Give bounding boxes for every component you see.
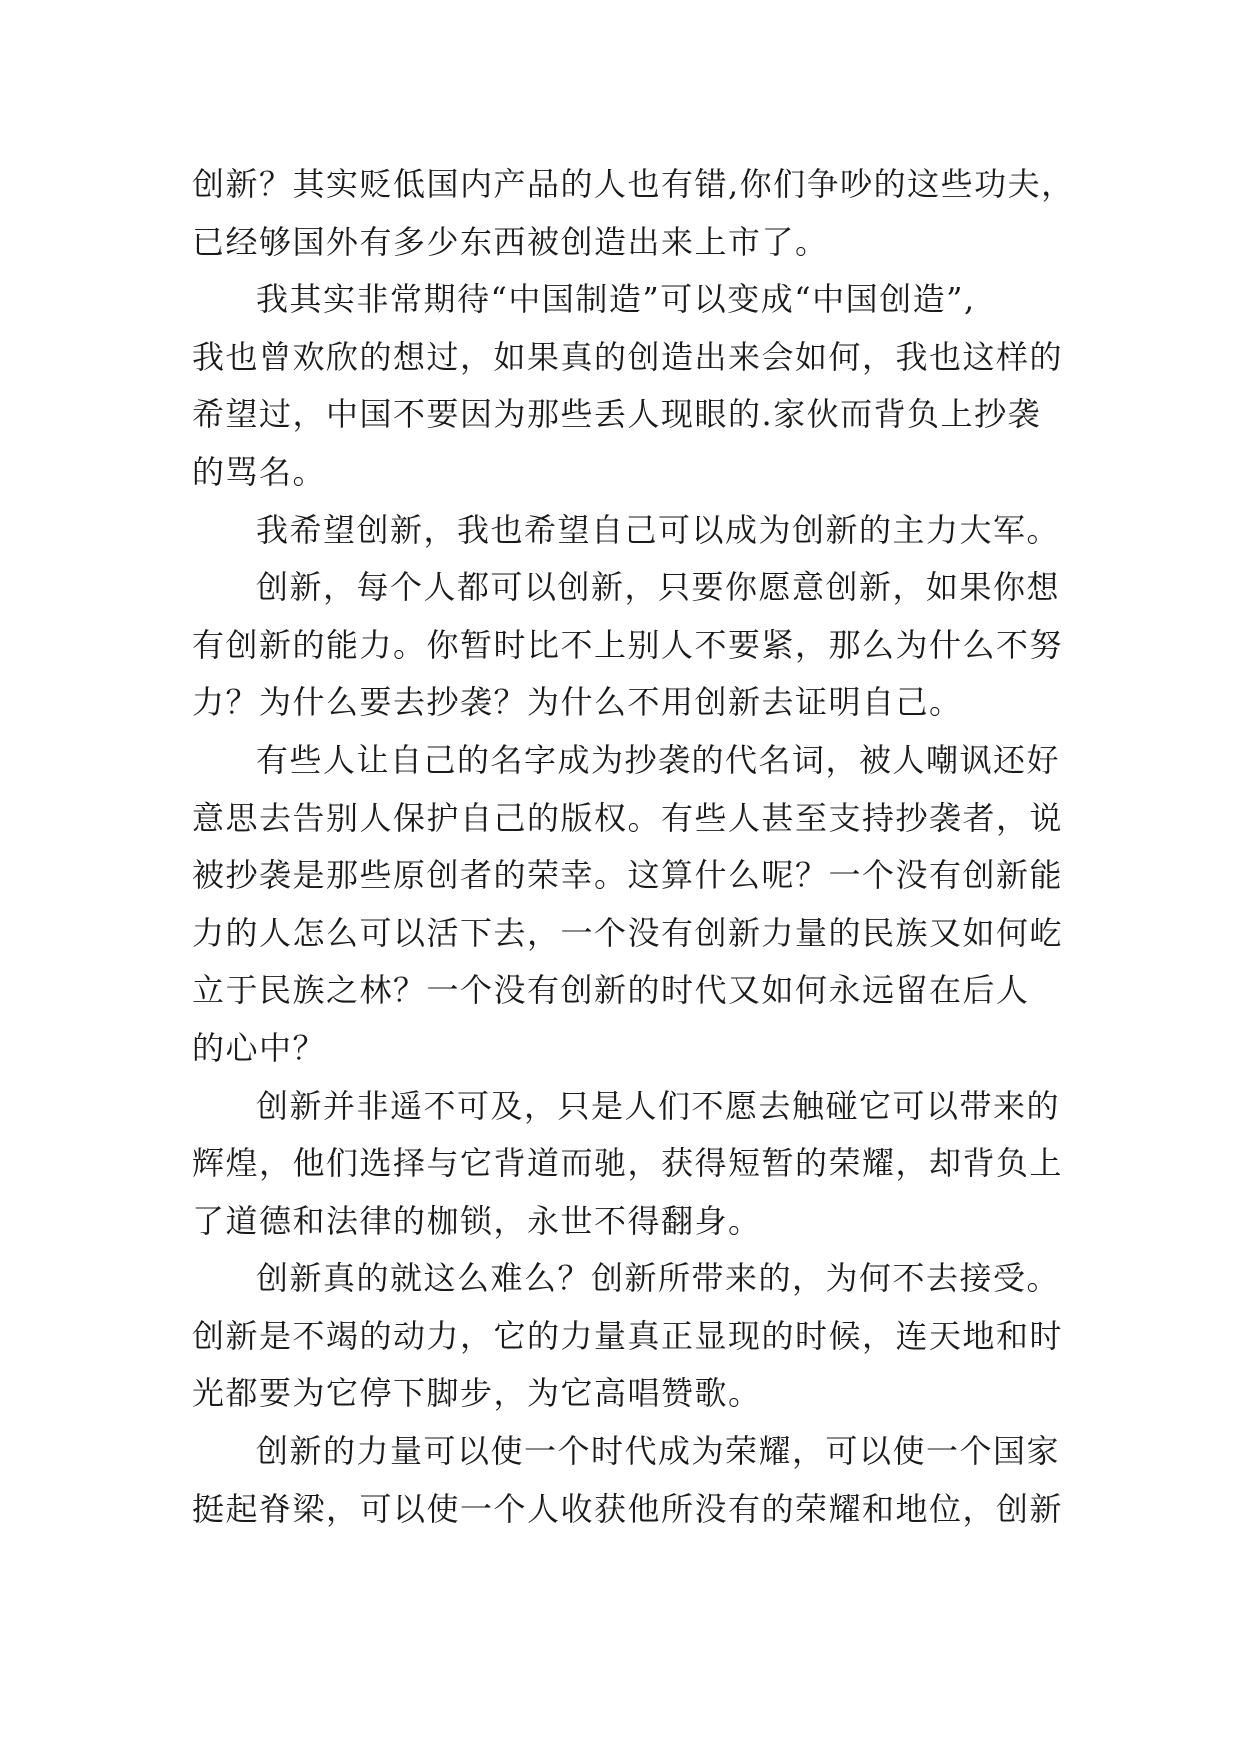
text-line: 创新真的就这么难么？创新所带来的，为何不去接受。	[256, 1259, 1061, 1298]
text-line: 力？为什么要去抄袭？为什么不用创新去证明自己。	[192, 683, 963, 722]
text-line: 光都要为它停下脚步，为它高唱赞歌。	[192, 1374, 762, 1413]
text-line: 创新，每个人都可以创新，只要你愿意创新，如果你想	[256, 568, 1061, 607]
text-line: 力的人怎么可以活下去，一个没有创新力量的民族又如何屹	[192, 913, 1064, 952]
text-line: 已经够国外有多少东西被创造出来上市了。	[192, 222, 829, 261]
text-line: 意思去告别人保护自己的版权。有些人甚至支持抄袭者，说	[192, 798, 1064, 837]
text-line: 被抄袭是那些原创者的荣幸。这算什么呢？一个没有创新能	[192, 856, 1064, 895]
text-line: 的骂名。	[192, 452, 327, 491]
text-line: 希望过，中国不要因为那些丢人现眼的.家伙而背负上抄袭	[192, 395, 1042, 434]
text-line: 的心中？	[192, 1028, 327, 1067]
text-line: 我也曾欢欣的想过，如果真的创造出来会如何，我也这样的	[192, 337, 1064, 376]
text-line: 挺起脊梁，可以使一个人收获他所没有的荣耀和地位，创新	[192, 1489, 1064, 1528]
body-text	[192, 156, 1092, 1538]
text-line: 创新？其实贬低国内产品的人也有错,你们争吵的这些功夫，	[192, 165, 1075, 203]
text-line: 有些人让自己的名字成为抄袭的代名词，被人嘲讽还好	[256, 740, 1061, 779]
text-line: 了道德和法律的枷锁，永世不得翻身。	[192, 1201, 762, 1240]
text-line: 创新并非遥不可及，只是人们不愿去触碰它可以带来的	[256, 1086, 1061, 1125]
text-line: 我其实非常期待“中国制造”可以变成“中国创造”,	[256, 280, 976, 319]
text-line: 创新是不竭的动力，它的力量真正显现的时候，连天地和时	[192, 1316, 1064, 1355]
text-line: 有创新的能力。你暂时比不上别人不要紧，那么为什么不努	[192, 625, 1064, 664]
text-line: 我希望创新，我也希望自己可以成为创新的主力大军。	[256, 510, 1061, 549]
text-line: 辉煌，他们选择与它背道而驰，获得短暂的荣耀，却背负上	[192, 1144, 1064, 1183]
text-line: 创新的力量可以使一个时代成为荣耀，可以使一个国家	[256, 1432, 1061, 1471]
text-line: 立于民族之林？一个没有创新的时代又如何永远留在后人	[192, 971, 1030, 1010]
